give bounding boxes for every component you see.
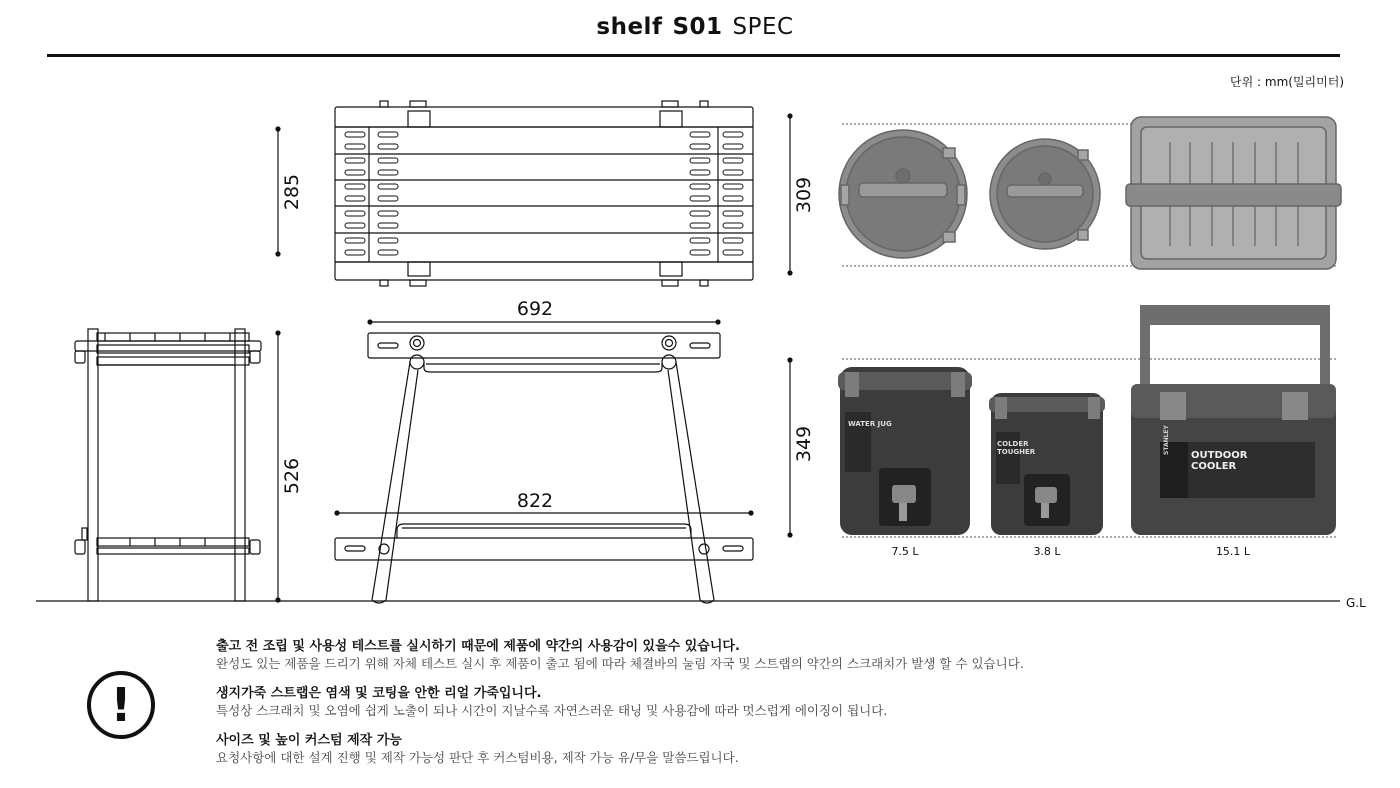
shelf-front-view: [335, 333, 753, 603]
note-text: 특성상 스크래치 및 오염에 쉽게 노출이 되나 시간이 지날수록 자연스러운 태닝 및 사용감에 따라 멋스럽게 에이징이 됩니다.: [216, 703, 888, 718]
dim-526-label: 526: [281, 457, 303, 495]
title-spec: SPEC: [732, 14, 794, 40]
ground-level-label: G.L: [1346, 596, 1366, 610]
title-shelf: shelf: [596, 14, 663, 40]
note-item: [216, 638, 1216, 672]
dim-line-285: [276, 127, 280, 256]
title-model: S01: [672, 14, 723, 40]
note-heading: 생지가죽 스트랩은 염색 및 코팅을 안한 리얼 가죽입니다.: [216, 686, 542, 701]
capacity-3-8: 3.8 L: [1033, 545, 1061, 558]
capacity-7-5: 7.5 L: [891, 545, 919, 558]
jug-7-5-front-view: [838, 367, 972, 535]
exclamation-warning-icon: !: [87, 671, 155, 739]
dim-349-label: 349: [793, 425, 815, 463]
jug-3-8-top-view: [990, 139, 1100, 249]
note-item: [216, 732, 1216, 766]
notes-section: [216, 638, 1216, 779]
cooler-brand-label: OUTDOOR COOLER: [1191, 450, 1248, 472]
dim-822-label: 822: [516, 490, 554, 512]
cooler-front-view: [1131, 305, 1336, 535]
dim-line-692: [368, 320, 720, 324]
dim-line-526: [276, 331, 280, 602]
unit-label: 단위 : mm(밀리미터): [1230, 75, 1344, 89]
shelf-side-view: [75, 329, 261, 601]
dim-line-309: [788, 114, 792, 275]
dim-309-label: 309: [793, 176, 815, 214]
cooler-stanley-label: STANLEY: [1163, 425, 1170, 455]
note-text: 요청사항에 대한 설계 진행 및 제작 가능성 판단 후 커스텀비용, 제작 가능 유/무을 말씀드립니다.: [216, 750, 739, 765]
jug-3-8-front-view: [989, 393, 1105, 535]
capacity-15-1: 15.1 L: [1215, 545, 1251, 558]
dim-285-label: 285: [281, 173, 303, 211]
dim-692-label: 692: [516, 298, 554, 320]
shelf-top-view: [335, 101, 753, 286]
jug-3-8-brand-label: COLDER TOUGHER: [997, 440, 1036, 456]
note-text: 완성도 있는 제품을 드리기 위해 자체 테스트 실시 후 제품이 출고 됨에 따라 체결바의 눌림 자국 및 스트랩의 약간의 스크래치가 발생 할 수 있습니다.: [216, 656, 1024, 671]
jug-7-5-top-view: [839, 130, 967, 258]
note-heading: 사이즈 및 높이 커스텀 제작 가능: [216, 733, 402, 748]
note-item: [216, 685, 1216, 719]
jug-7-5-brand-label: WATER JUG: [848, 420, 892, 428]
cooler-top-view: [1126, 117, 1341, 269]
dim-line-349: [788, 358, 792, 537]
note-heading: 출고 전 조립 및 사용성 테스트를 실시하기 때문에 제품에 약간의 사용감이 있을수 있습니다.: [216, 639, 740, 654]
